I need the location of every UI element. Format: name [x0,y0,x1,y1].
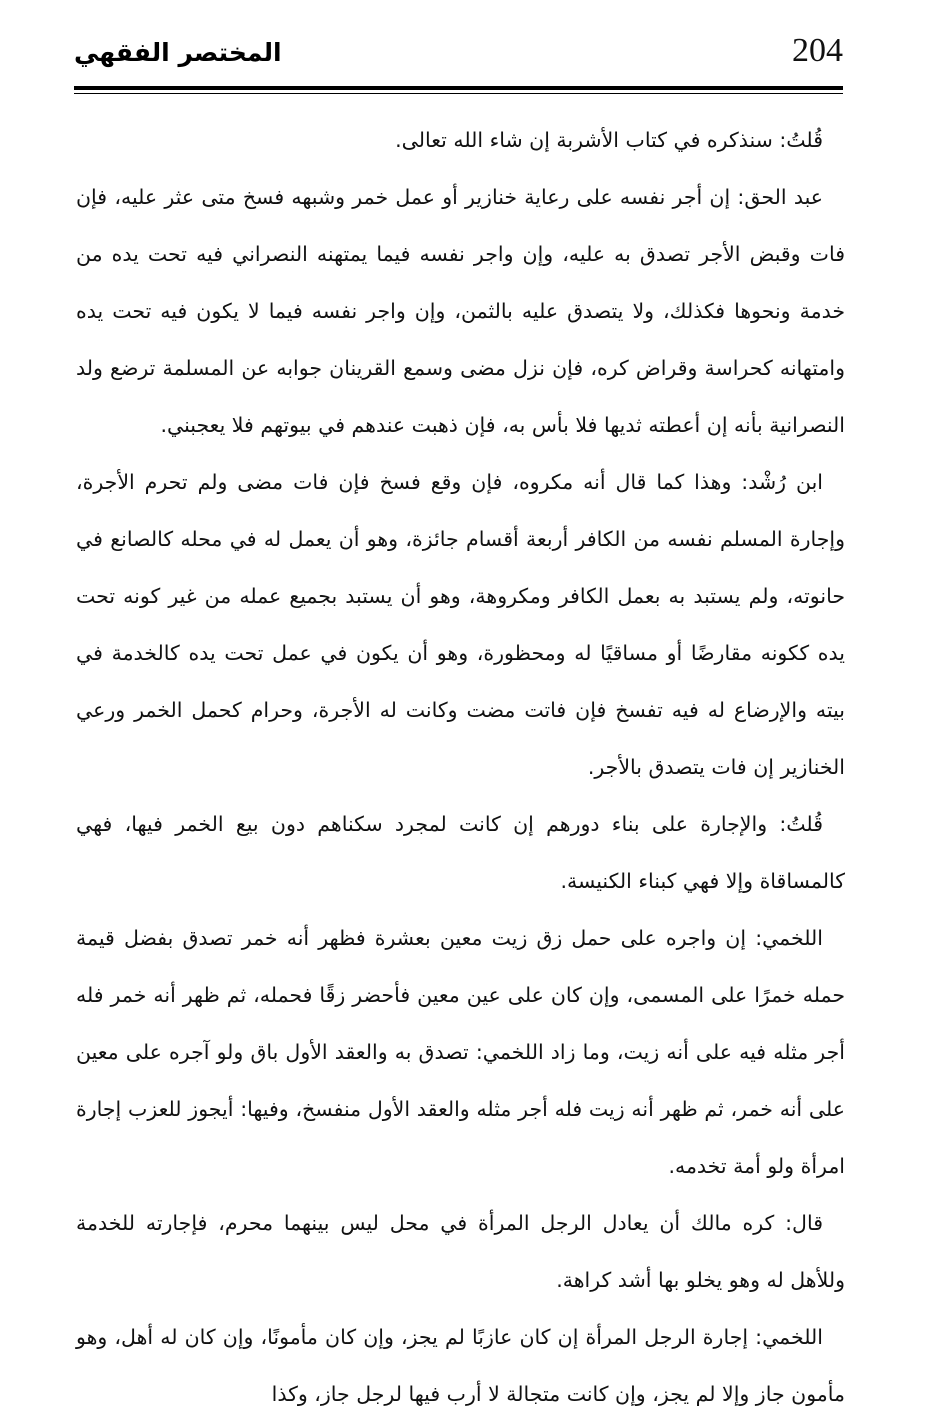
paragraph-abd-al-haqq: عبد الحق: إن أجر نفسه على رعاية خنازير أو عمل خمر وشبهه فسخ متى عثر عليه، فإن فات وقبض الأجر تصدق به عليه، وإن واجر نفسه فيما يمتهنه النصراني فيه تحت يده من خدمة ونحوها فكذلك، ولا يتصدق عليه بالثمن، وإن واجر نفسه فيما لا يكون فيه تحت يده وامتهانه كحراسة وقراض كره، فإن نزل مضى وسمع القرينان جوابه عن المسلمة ترضع ولد النصرانية بأنه إن أعطته ثديها فلا بأس به، فإن ذهبت عندهم في بيوتهم فلا يعجبني. [76,185,845,437]
header-rule-thin [74,93,843,94]
page-number: 204 [792,32,843,69]
page-header [74,30,843,88]
paragraph-lakhmi-ijara: اللخمي: إجارة الرجل المرأة إن كان عازبًا لم يجز، وإن كان مأمونًا، وإن كان له أهل، وهو مأمون جاز وإلا لم يجز، وإن كانت متجالة لا أرب فيها لرجل جاز، وكذا [76,1325,845,1406]
header-rule [74,86,843,90]
paragraph-ibn-rushd: ابن رُشْد: وهذا كما قال أنه مكروه، فإن وقع فسخ فإن فات مضى ولم تحرم الأجرة، وإجارة المسلم نفسه من الكافر أربعة أقسام جائزة، وهو أن يعمل له في محله كالصانع في حانوته، ولم يستبد به بعمل الكافر ومكروهة، وهو أن يستبد بجميع عمله من غير كونه تحت يده ككونه مقارضًا أو مساقيًا له ومحظورة، وهو أن يكون في عمل تحت يده كالخدمة في بيته والإرضاع له فيه تفسخ فإن فاتت مضت وكانت له الأجرة، وحرام كحمل الخمر ورعي الخنازير إن فات يتصدق بالأجر. [76,470,845,779]
running-title: المختصر الفقهي [74,38,282,67]
paragraph-qala-malik: قال: كره مالك أن يعادل الرجل المرأة في محل ليس بينهما محرم، فإجارته للخدمة وللأهل له وهو يخلو بها أشد كراهة. [76,1211,845,1292]
paragraph-qultu-ijara: قُلتُ: والإجارة على بناء دورهم إن كانت لمجرد سكناهم دون بيع الخمر فيها، فهي كالمساقاة وإلا فهي كبناء الكنيسة. [76,812,845,893]
body-text [76,112,845,1423]
paragraph-lakhmi-zaq: اللخمي: إن واجره على حمل زق زيت معين بعشرة فظهر أنه خمر تصدق بفضل قيمة حمله خمرًا على المسمى، وإن كان على عين معين فأحضر زقًا فحمله، ثم ظهر أنه خمر فله أجر مثله فيه على أنه زيت، وما زاد اللخمي: تصدق به والعقد الأول باق ولو آجره على معين على أنه خمر، ثم ظهر أنه زيت فله أجر مثله والعقد الأول منفسخ، وفيها: أيجوز للعزب إجارة امرأة ولو أمة تخدمه. [76,926,845,1178]
paragraph-qultu-ashriba: قُلتُ: سنذكره في كتاب الأشربة إن شاء الله تعالى. [395,128,823,152]
